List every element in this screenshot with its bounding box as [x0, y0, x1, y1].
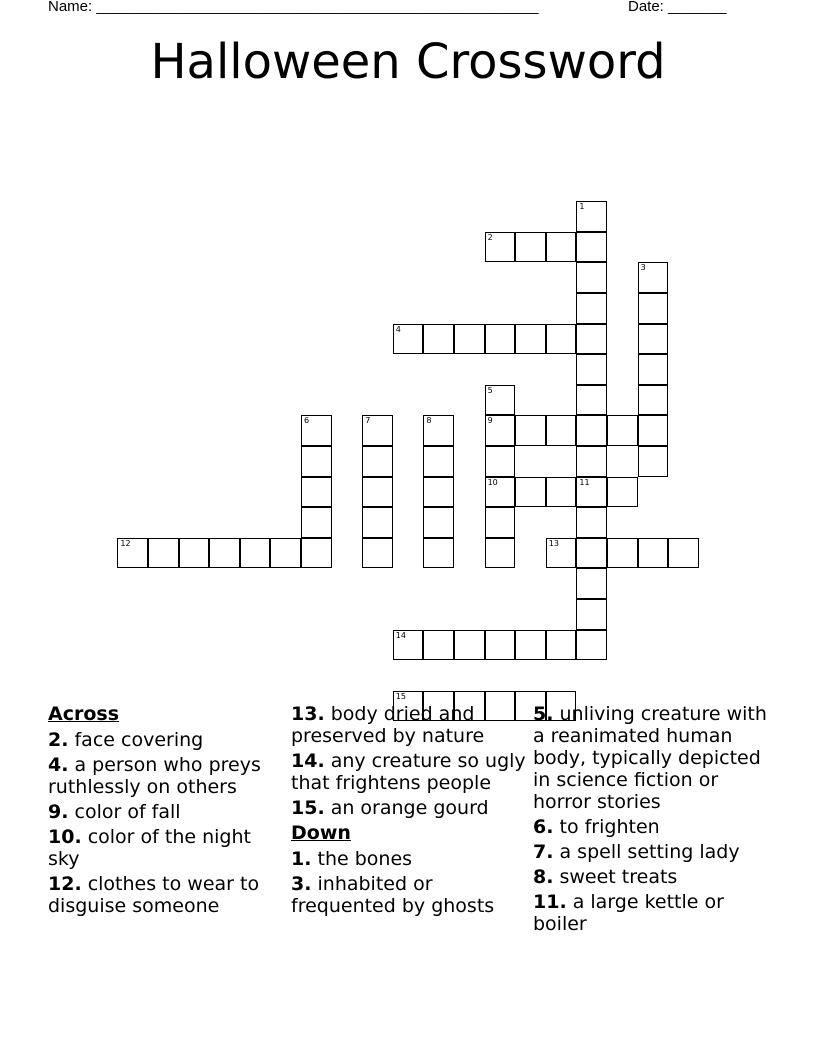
grid-cell[interactable]	[546, 324, 577, 355]
grid-cell[interactable]	[485, 324, 516, 355]
clues-column-3	[533, 703, 768, 938]
clue-item	[291, 848, 526, 870]
name-field-label: Name: _____________________________________________________	[48, 0, 539, 15]
grid-cell[interactable]	[576, 599, 607, 630]
clue-number: 15	[395, 691, 406, 701]
clue-text: unliving creature with a reanimated human body, typically depicted in science fiction or horror stories	[533, 703, 767, 813]
grid-cell[interactable]	[515, 630, 546, 661]
clues-column-2	[291, 703, 526, 920]
clue-item	[533, 866, 768, 888]
grid-cell[interactable]	[485, 415, 516, 446]
clue-text: a person who preys ruthlessly on others	[48, 754, 261, 798]
clue-number: 13	[548, 538, 559, 548]
clue-item	[48, 754, 283, 798]
grid-cell[interactable]	[485, 507, 516, 538]
clue-number: 2	[487, 232, 493, 242]
grid-cell[interactable]	[546, 415, 577, 446]
clue-text: clothes to wear to disguise someone	[48, 873, 260, 917]
grid-cell[interactable]	[485, 477, 516, 508]
clue-number-label: 12.	[48, 873, 82, 895]
clue-number: 12	[120, 538, 131, 548]
clues-column-1	[48, 703, 283, 920]
grid-cell[interactable]	[393, 324, 424, 355]
grid-cell[interactable]	[179, 538, 210, 569]
clue-text: a spell setting lady	[553, 841, 740, 863]
clue-number: 3	[640, 263, 646, 273]
grid-cell[interactable]	[515, 232, 546, 263]
grid-cell[interactable]	[423, 538, 454, 569]
grid-cell[interactable]	[423, 324, 454, 355]
clue-number-label: 1.	[291, 848, 312, 870]
grid-cell[interactable]	[576, 232, 607, 263]
grid-cell[interactable]	[638, 354, 669, 385]
clue-number-label: 5.	[533, 703, 554, 725]
grid-cell[interactable]	[607, 538, 638, 569]
clue-item	[291, 750, 526, 794]
grid-cell[interactable]	[576, 568, 607, 599]
grid-cell[interactable]	[607, 415, 638, 446]
grid-cell[interactable]	[576, 324, 607, 355]
grid-cell[interactable]	[638, 446, 669, 477]
clue-text: color of fall	[68, 801, 181, 823]
clue-number: 6	[304, 416, 310, 426]
clue-number-label: 4.	[48, 754, 69, 776]
clue-item	[48, 729, 283, 751]
grid-cell[interactable]	[576, 385, 607, 416]
clue-number-label: 10.	[48, 826, 82, 848]
grid-cell[interactable]	[117, 538, 148, 569]
grid-cell[interactable]	[576, 262, 607, 293]
clue-number: 10	[487, 477, 498, 487]
grid-cell[interactable]	[485, 538, 516, 569]
clue-item	[533, 816, 768, 838]
grid-cell[interactable]	[576, 477, 607, 508]
clue-number: 5	[487, 385, 493, 395]
grid-cell[interactable]	[576, 446, 607, 477]
clue-text: sweet treats	[553, 866, 678, 888]
grid-cell[interactable]	[638, 262, 669, 293]
grid-cell[interactable]	[546, 232, 577, 263]
grid-cell[interactable]	[638, 385, 669, 416]
grid-cell[interactable]	[638, 324, 669, 355]
clue-item	[48, 873, 283, 917]
grid-cell[interactable]	[209, 538, 240, 569]
clue-number-label: 3.	[291, 873, 312, 895]
clue-text: any creature so ugly that frightens people	[291, 750, 526, 794]
grid-cell[interactable]	[301, 446, 332, 477]
clue-number: 9	[487, 416, 493, 426]
grid-cell[interactable]	[576, 630, 607, 661]
clue-item	[291, 703, 526, 747]
clue-number: 4	[395, 324, 401, 334]
grid-cell[interactable]	[240, 538, 271, 569]
grid-cell[interactable]	[485, 630, 516, 661]
grid-cell[interactable]	[301, 538, 332, 569]
clue-text: the bones	[311, 848, 413, 870]
grid-cell[interactable]	[485, 446, 516, 477]
clue-item	[291, 873, 526, 917]
grid-cell[interactable]	[638, 293, 669, 324]
grid-cell[interactable]	[576, 201, 607, 232]
clue-number-label: 13.	[291, 703, 325, 725]
clue-item	[48, 826, 283, 870]
date-field-label: Date: _______	[628, 0, 727, 15]
grid-cell[interactable]	[362, 446, 393, 477]
clue-number-label: 8.	[533, 866, 554, 888]
clue-number: 8	[426, 416, 432, 426]
grid-cell[interactable]	[546, 538, 577, 569]
clue-text: body dried and preserved by nature	[291, 703, 485, 747]
grid-cell[interactable]	[576, 293, 607, 324]
clue-item	[48, 801, 283, 823]
clue-number-label: 15.	[291, 797, 325, 819]
grid-cell[interactable]	[393, 630, 424, 661]
grid-cell[interactable]	[515, 324, 546, 355]
grid-cell[interactable]	[485, 232, 516, 263]
clue-text: to frighten	[553, 816, 660, 838]
clue-number-label: 9.	[48, 801, 69, 823]
grid-cell[interactable]	[638, 415, 669, 446]
grid-cell[interactable]	[362, 538, 393, 569]
clue-number-label: 2.	[48, 729, 69, 751]
clue-number: 7	[365, 416, 371, 426]
grid-cell[interactable]	[576, 415, 607, 446]
grid-cell[interactable]	[576, 507, 607, 538]
grid-cell[interactable]	[423, 630, 454, 661]
grid-cell[interactable]	[485, 385, 516, 416]
grid-cell[interactable]	[576, 538, 607, 569]
clue-text: color of the night sky	[48, 826, 251, 870]
grid-cell[interactable]	[515, 415, 546, 446]
clue-number: 1	[579, 202, 585, 212]
grid-cell[interactable]	[301, 415, 332, 446]
clue-item	[533, 703, 768, 813]
clue-item	[533, 891, 768, 935]
grid-cell[interactable]	[362, 507, 393, 538]
grid-cell[interactable]	[362, 477, 393, 508]
clue-text: inhabited or frequented by ghosts	[291, 873, 495, 917]
grid-cell[interactable]	[546, 630, 577, 661]
grid-cell[interactable]	[515, 477, 546, 508]
grid-cell[interactable]	[301, 507, 332, 538]
clue-text: face covering	[68, 729, 204, 751]
clue-item	[291, 797, 526, 819]
clue-number-label: 6.	[533, 816, 554, 838]
grid-cell[interactable]	[423, 507, 454, 538]
grid-cell[interactable]	[423, 446, 454, 477]
clue-text: a large kettle or boiler	[533, 891, 724, 935]
grid-cell[interactable]	[607, 477, 638, 508]
grid-cell[interactable]	[454, 630, 485, 661]
grid-cell[interactable]	[576, 354, 607, 385]
grid-cell[interactable]	[638, 538, 669, 569]
grid-cell[interactable]	[270, 538, 301, 569]
clue-number-label: 7.	[533, 841, 554, 863]
clue-number-label: 14.	[291, 750, 325, 772]
grid-cell[interactable]	[546, 477, 577, 508]
clue-item	[533, 841, 768, 863]
grid-cell[interactable]	[668, 538, 699, 569]
section-heading: Across	[48, 703, 120, 725]
section-heading: Down	[291, 822, 351, 844]
grid-cell[interactable]	[454, 324, 485, 355]
grid-cell[interactable]	[301, 477, 332, 508]
grid-cell[interactable]	[423, 477, 454, 508]
grid-cell[interactable]	[362, 415, 393, 446]
grid-cell[interactable]	[148, 538, 179, 569]
page-title: Halloween Crossword	[150, 34, 666, 90]
clue-number: 11	[579, 477, 590, 487]
grid-cell[interactable]	[423, 415, 454, 446]
clue-number: 14	[395, 630, 406, 640]
clue-text: an orange gourd	[324, 797, 489, 819]
clue-number-label: 11.	[533, 891, 567, 913]
